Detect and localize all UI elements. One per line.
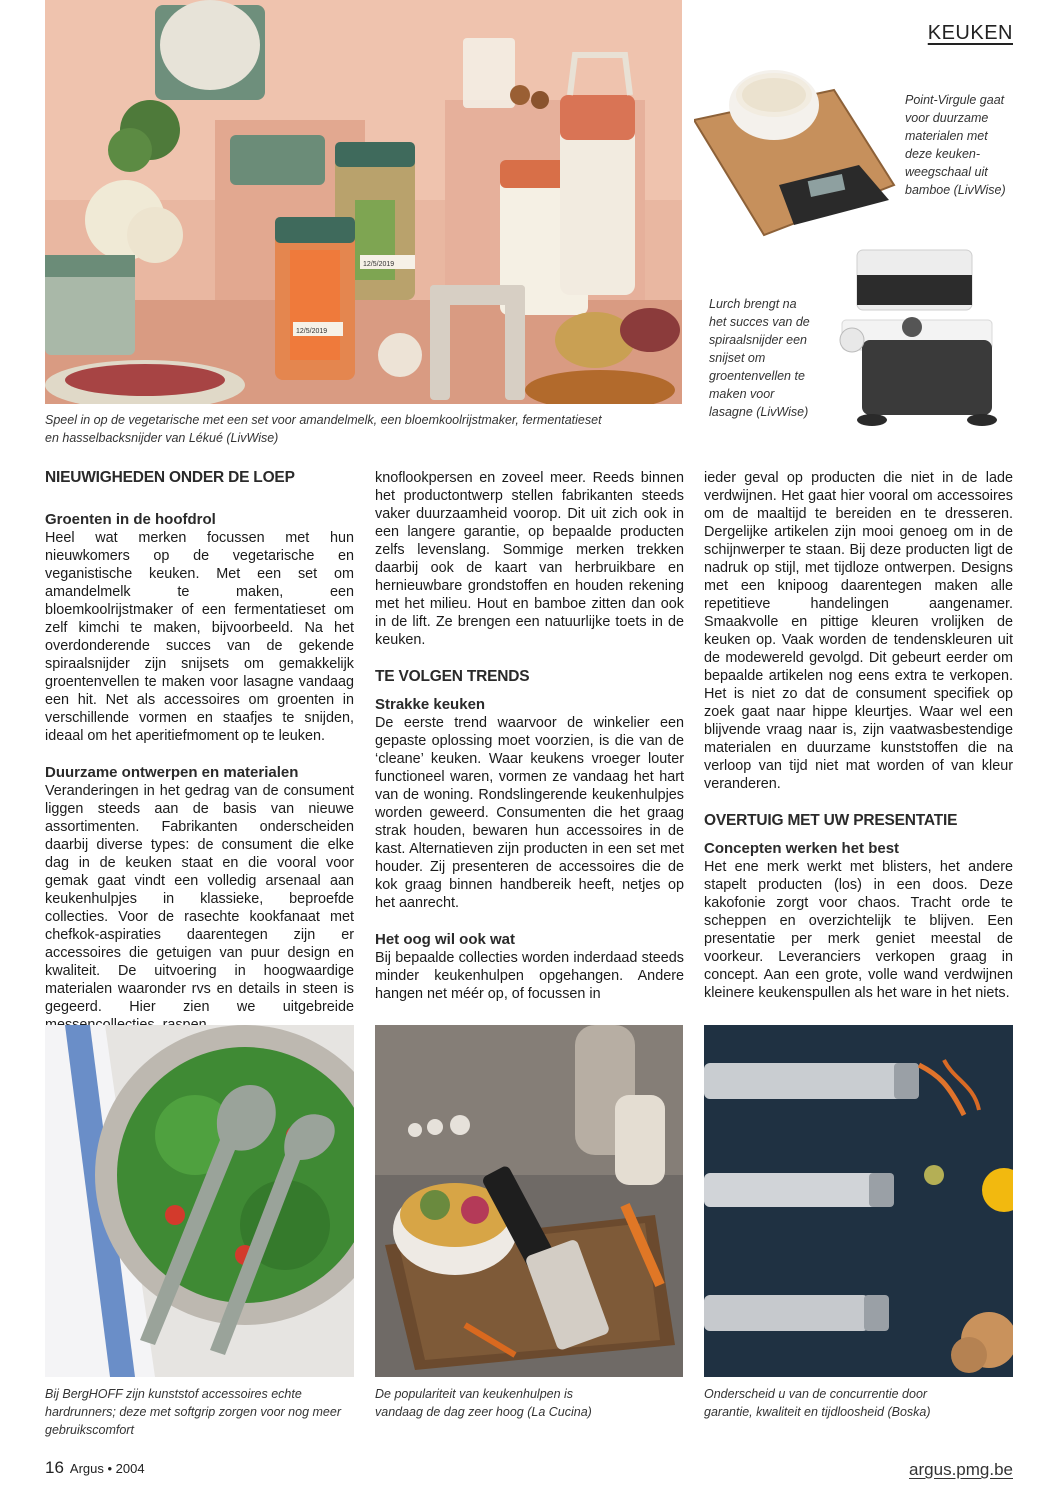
subheading-duurzaam: Duurzame ontwerpen en materialen bbox=[45, 764, 299, 781]
spiral-caption: Lurch brengt na het succes van de spiraalsnijder een snijset om groentenvellen te maken voor lasagne (LivWise) bbox=[709, 297, 810, 419]
kitchen-caption: De populariteit van keukenhulpen is vandaag de dag zeer hoog (La Cucina) bbox=[375, 1387, 592, 1419]
hero-caption: Speel in op de vegetarische met een set voor amandelmelk, een bloemkoolrijstmaker, fermentatieset en hasselbacksnijder van Lékué (LivWise) bbox=[45, 413, 602, 445]
salad-caption: Bij BergHOFF zijn kunststof accessoires echte hardrunners; deze met softgrip zorgen voor nog meer gebruikscomfort bbox=[45, 1387, 341, 1437]
subheading-concepten: Concepten werken het best bbox=[704, 840, 900, 857]
paragraph-groenten: Heel wat merken focussen met hun nieuwkomers op de vegetarische en veganistische keuken. Met een set om amandelmelk te maken, een bloemkoolrijstmaker of een fermentatieset om zelf kimchi te maken, bijvoorbeeld. Na het overdonderende succes van de gekende spiraalsnijder zijn snijsets om gemakkelijk groentenvellen te maken voor lasagne vandaag een hit. Net als accessoires om groenten in verschillende vormen en staafjes te snijden, ideaal om het aperitiefmoment op te leuken. bbox=[45, 530, 354, 744]
paragraph-oog-continued: ieder geval op producten die niet in de lade verdwijnen. Het gaat hier vooral om accessoires om de maaltijd te bereiden en te dresseren. Dergelijke artikelen zijn mooi genoeg om in de schijnwerper te staan. Bij deze producten ligt de nadruk op stijl, met tijdloze ontwerpen. Designs met een knipoog daarentegen maken alle repetitieve handelingen aangenamer. Smaakvolle en pittige kleuren vrolijken de keuken op. Vaak worden de tendenskleuren uit de modewereld gevolgd. Dit gebeurt eerder om bepaalde artikelen nog eens extra te verkopen. Het is niet zo dat de consument specifiek op zoek gaat naar hippe kleurtjes. Waar wel een blijvende vraag naar is, zijn vaatwasbestendige materialen en duurzame kunststoffen die na verloop van tijd niet mat worden of van kleur veranderen. bbox=[704, 470, 1013, 792]
subheading-strakke-keuken: Strakke keuken bbox=[375, 696, 486, 713]
graters-photo bbox=[704, 1025, 1013, 1377]
kitchen-tools-photo bbox=[375, 1025, 683, 1377]
section-label: KEUKEN bbox=[927, 22, 1013, 44]
website-link[interactable]: argus.pmg.be bbox=[909, 1460, 1013, 1479]
footer-left bbox=[45, 1458, 145, 1478]
spiral-slicer-photo bbox=[812, 245, 1017, 435]
salad-photo bbox=[45, 1025, 354, 1377]
paragraph-duurzaam-continued: knoflookpersen en zoveel meer. Reeds binnen het productontwerp stellen fabrikanten steeds vaker duurzaamheid voorop. Dit uit zich ook in een langere garantie, op bepaalde producten zelfs levenslang. Sommige merken trekken daarbij ook de kaart van herbruikbare en hernieuwbare grondstoffen en houden rekening met het milieu. Hout en bamboe zitten dan ook in de lift. Ze brengen een natuurlijke toets in de keuken. bbox=[375, 470, 684, 648]
scale-caption: Point-Virgule gaat voor duurzame materialen met deze keuken-weegschaal uit bamboe (LivWise) bbox=[905, 93, 1006, 197]
subheading-groenten: Groenten in de hoofdrol bbox=[45, 511, 216, 528]
column-2 bbox=[375, 469, 684, 1003]
heading-nieuwigheden: NIEUWIGHEDEN ONDER DE LOEP bbox=[45, 469, 295, 486]
jar-label-1: 12/5/2019 bbox=[296, 328, 328, 335]
paragraph-strakke-keuken: De eerste trend waarvoor de winkelier een gepaste oplossing moet voorzien, is die van de ‘cleane’ keuken. Waar keukens vroeger louter functioneel waren, vormen ze vandaag het hart van de woning. Rondslingerende keukenhulpjes worden geweerd. Consumenten die het graag strak houden, bewaren hun accessoires in de kast. Alternatieven zijn producten in een set met houder. Zij presenteren de accessoires die de kok graag binnen handbereik heeft, netjes op het aanrecht. bbox=[375, 715, 684, 911]
paragraph-oog: Bij bepaalde collecties worden inderdaad steeds minder keukenhulpen opgehangen. Andere hangen net méér op, of focussen in bbox=[375, 950, 684, 1002]
subheading-oog: Het oog wil ook wat bbox=[375, 931, 516, 948]
graters-caption: Onderscheid u van de concurrentie door garantie, kwaliteit en tijdloosheid (Boska) bbox=[704, 1387, 931, 1419]
publication: Argus • 2004 bbox=[69, 1461, 145, 1476]
column-3 bbox=[704, 469, 1013, 1002]
page-number: 16 bbox=[45, 1458, 64, 1477]
column-1 bbox=[45, 469, 354, 1034]
heading-trends: TE VOLGEN TRENDS bbox=[375, 668, 530, 685]
paragraph-concepten: Het ene merk werkt met blisters, het andere stapelt producten (los) in een doos. Deze kakofonie zorgt voor chaos. Tracht orde te scheppen en overzichtelijk te blijven. Een presentatie per merk geniet meestal de voorkeur. Leveranciers verkopen graag in concept. Aan een grote, volle wand verdwijnen kleinere keukenspullen als het ware in het niets. bbox=[704, 859, 1013, 1001]
paragraph-duurzaam: Veranderingen in het gedrag van de consument liggen steeds aan de basis van nieuwe assortimenten. Fabrikanten onderscheiden daarbij diverse types: de consument die elke dag in de keuken staat en die vooral voor gemak gaat vindt een volledig arsenaal aan keukenhulpjes in klassieke, beproefde collecties. Voor de rasechte kookfanaat met chefkok-aspiraties daarentegen zijn er accessoires die getuigen van puur design en kwaliteit. De uitvoering in hoogwaardige materialen waaronder rvs en details in steen is gegeerd. Hier zien we uitgebreide bbox=[45, 783, 354, 1015]
hero-photo bbox=[45, 0, 682, 404]
scale-photo bbox=[694, 60, 896, 240]
jar-label-2: 12/5/2019 bbox=[363, 261, 395, 268]
heading-presentatie: OVERTUIG MET UW PRESENTATIE bbox=[704, 812, 958, 829]
